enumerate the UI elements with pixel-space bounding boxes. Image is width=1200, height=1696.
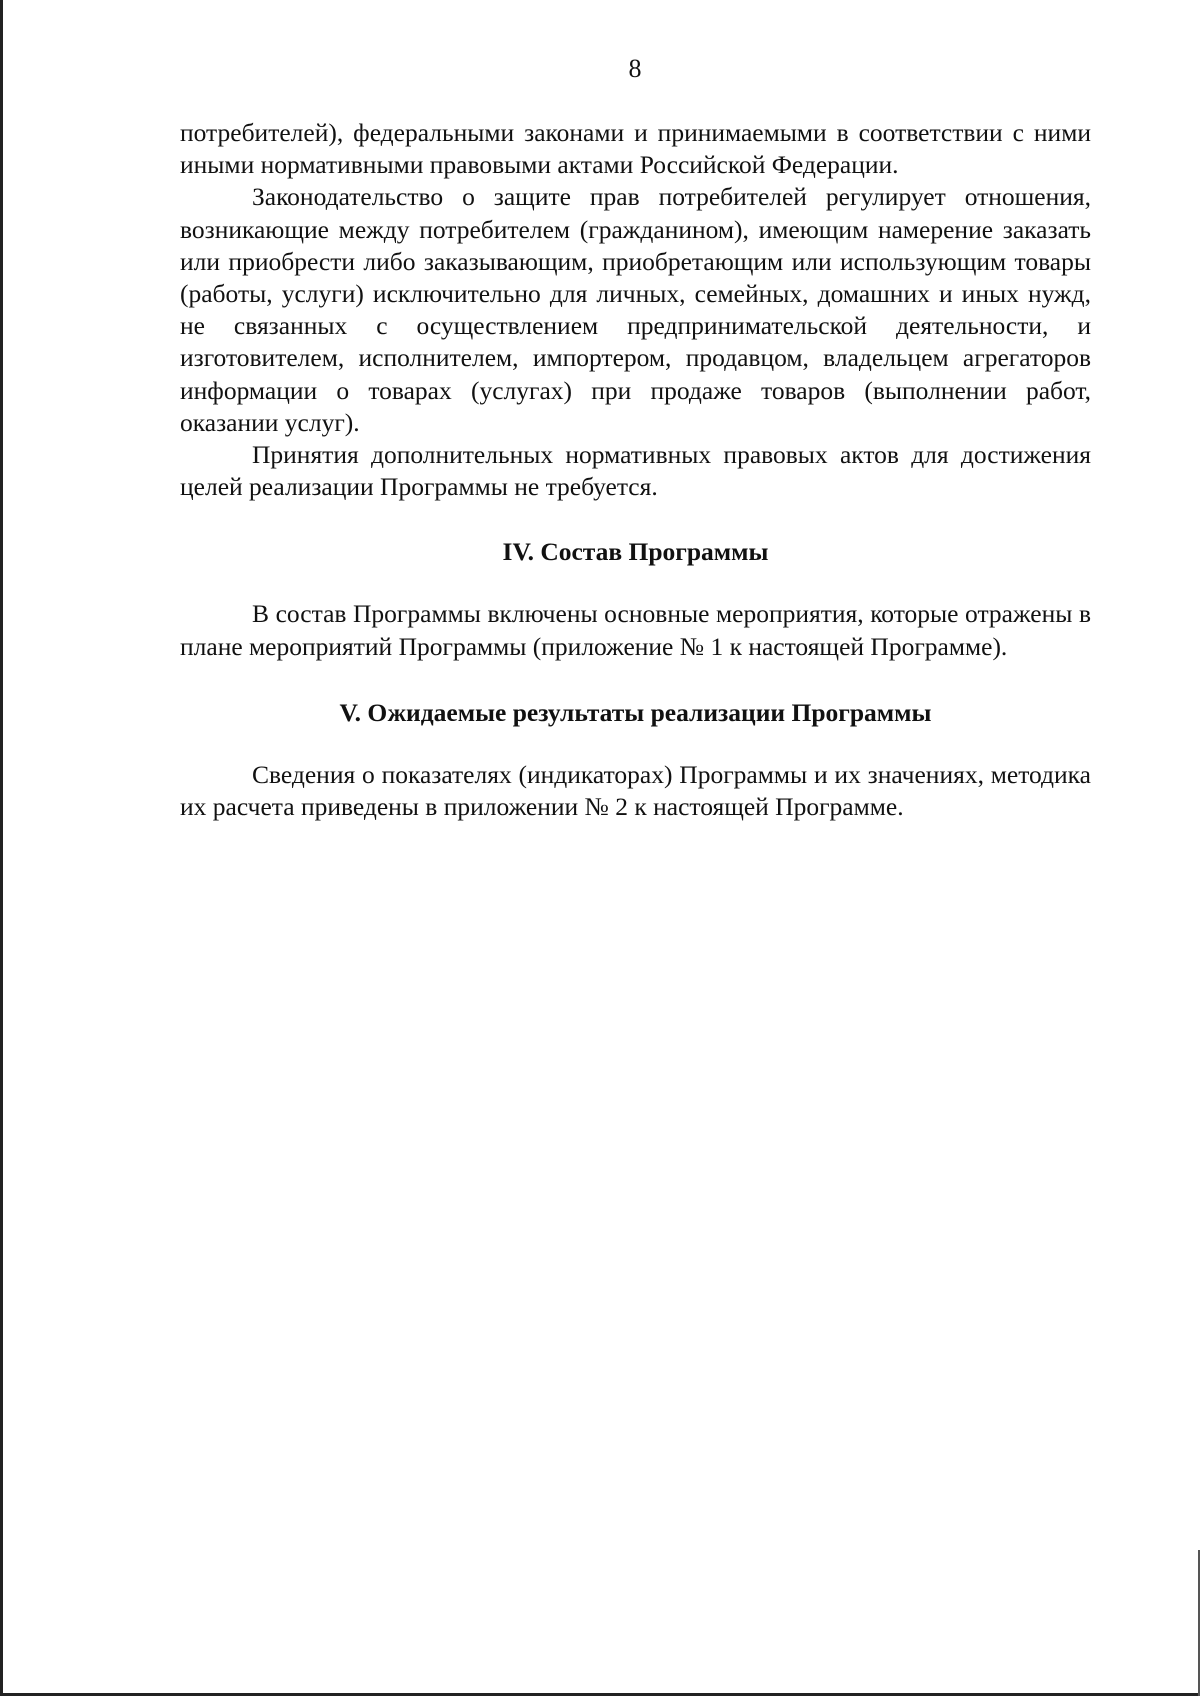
scan-edge-left — [0, 0, 3, 1696]
paragraph-consumer-law: Законодательство о защите прав потребителей регулирует отношения, возникающие между потребителем (гражданином), имеющим намерение заказать или приобрести либо заказывающим, приобретающим или использующим товары (работы, услуги) исключительно для личных, семейных, домашних и иных нужд, не связанных с осуществлением предпринимательской деятельности, и изготовителем, исполнителем, импортером, продавцом, владельцем агрегаторов информации о товарах (услугах) при продаже товаров (выполнении работ, оказании услуг). — [180, 182, 1091, 437]
section-5-heading: V. Ожидаемые результаты реализации Программы — [339, 697, 932, 727]
section-5-paragraph: Сведения о показателях (индикаторах) Программы и их значениях, методика их расчета приведены в приложении № 2 к настоящей Программе. — [180, 759, 1091, 822]
page-number: 8 — [628, 54, 642, 83]
paragraph-no-additional-acts: Принятия дополнительных нормативных правовых актов для достижения целей реализации Программы не требуется. — [180, 440, 1091, 502]
section-4-heading: IV. Состав Программы — [502, 537, 769, 567]
document-body — [180, 117, 1091, 823]
paragraph-continuation: потребителей), федеральными законами и принимаемыми в соответствии с ними иными нормативными правовыми актами Российской Федерации. — [180, 118, 1091, 180]
section-4-paragraph: В состав Программы включены основные мероприятия, которые отражены в плане мероприятий Программы (приложение № 1 к настоящей Программе). — [180, 599, 1091, 661]
